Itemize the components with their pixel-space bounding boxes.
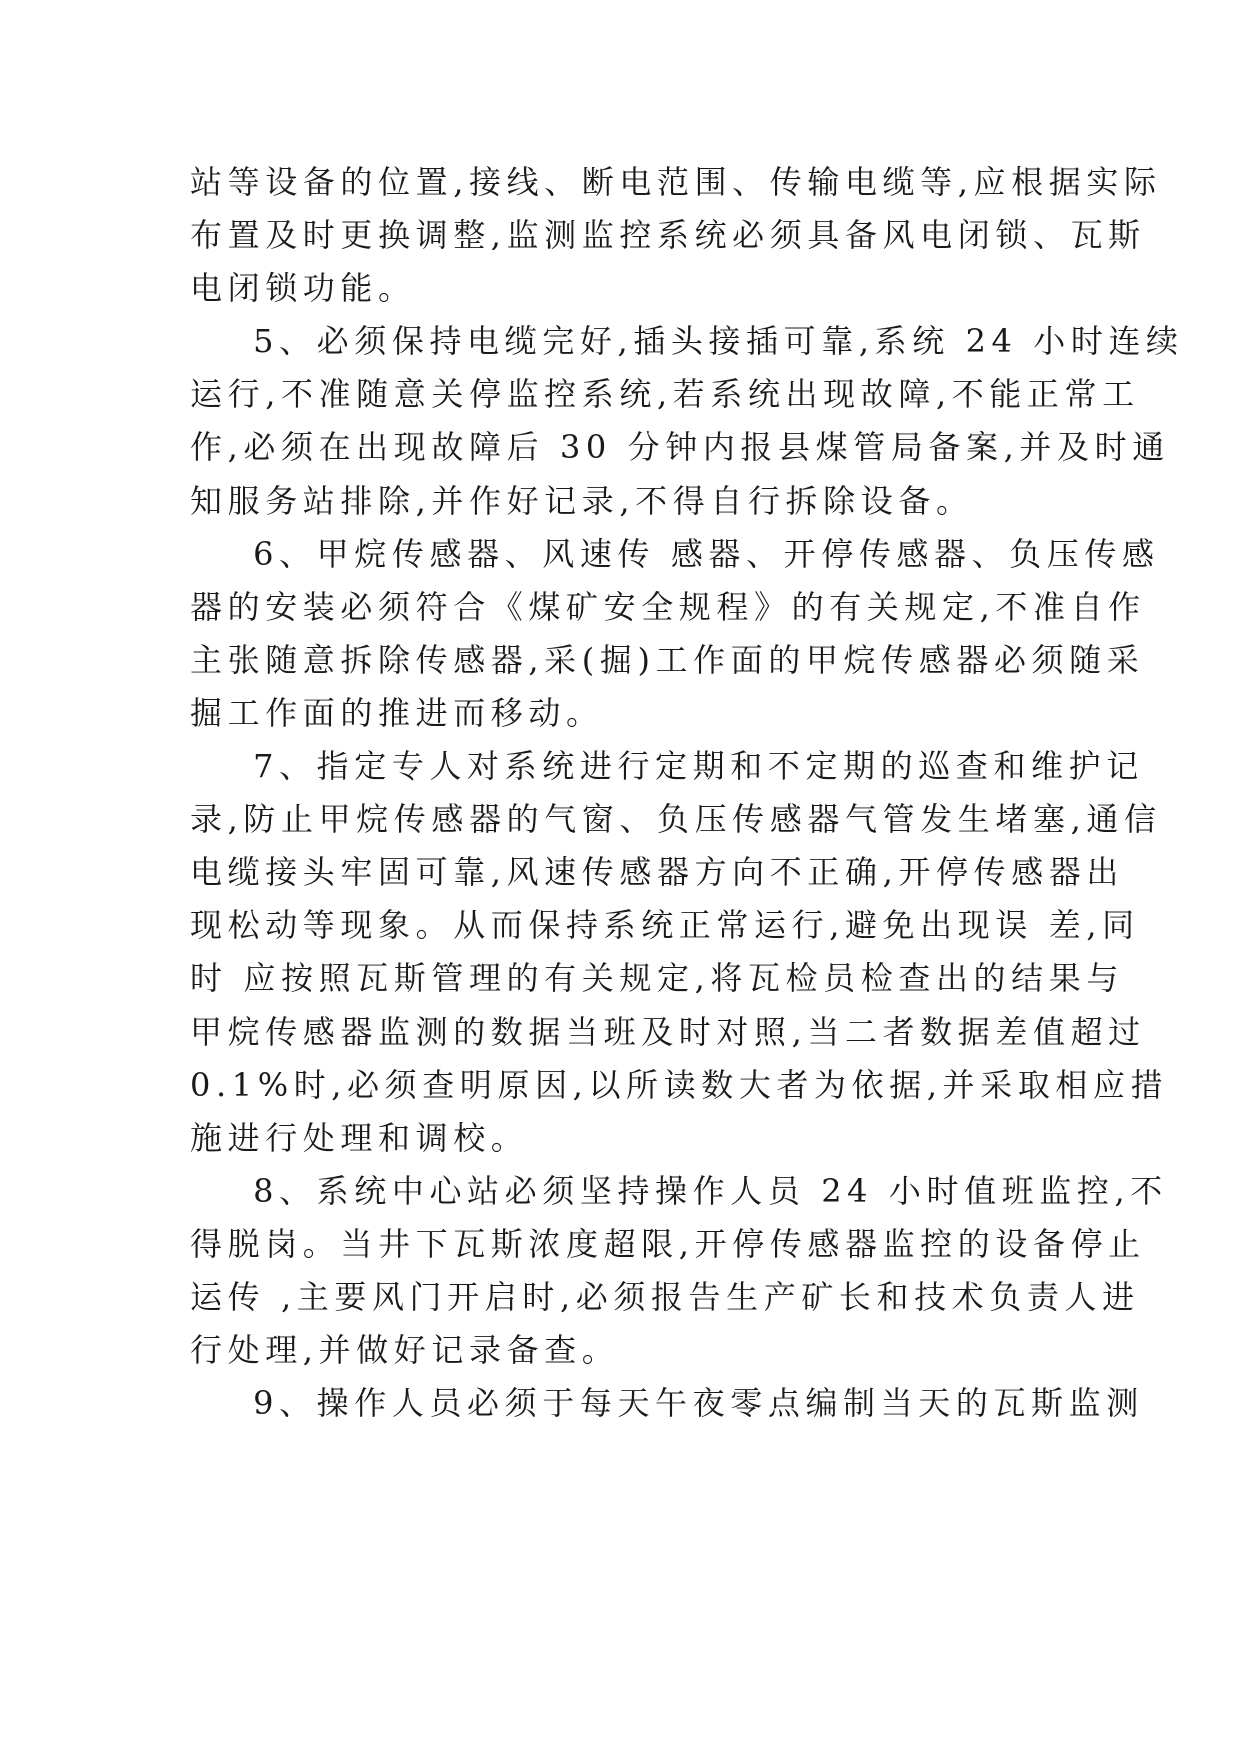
text-line: 8、系统中心站必须坚持操作人员 24 小时值班监控,不 xyxy=(190,1171,1168,1210)
text-line: 现松动等现象。从而保持系统正常运行,避免出现误 差,同 xyxy=(190,906,1140,945)
document-body xyxy=(190,156,1184,1430)
text-line: 行处理,并做好记录备查。 xyxy=(190,1331,620,1370)
text-line: 掘工作面的推进而移动。 xyxy=(190,693,604,732)
text-line: 5、必须保持电缆完好,插头接插可靠,系统 24 小时连续 xyxy=(190,322,1184,361)
text-line: 站等设备的位置,接线、断电范围、传输电缆等,应根据实际 xyxy=(190,163,1162,201)
text-line: 得脱岗。当井下瓦斯浓度超限,开停传感器监控的设备停止 xyxy=(190,1224,1146,1263)
text-line: 作,必须在出现故障后 30 分钟内报县煤管局备案,并及时通 xyxy=(190,428,1170,467)
text-line: 录,防止甲烷传感器的气窗、负压传感器气管发生堵塞,通信 xyxy=(190,800,1162,839)
text-line: 主张随意拆除传感器,采(掘)工作面的甲烷传感器必须随采 xyxy=(190,640,1145,679)
text-line: 运传 ,主要风门开启时,必须报告生产矿长和技术负责人进 xyxy=(190,1277,1140,1316)
text-line: 施进行处理和调校。 xyxy=(190,1118,529,1157)
text-line: 电缆接头牢固可靠,风速传感器方向不正确,开停传感器出 xyxy=(190,853,1124,892)
text-line: 运行,不准随意关停监控系统,若系统出现故障,不能正常工 xyxy=(190,375,1140,414)
text-line: 器的安装必须符合《煤矿安全规程》的有关规定,不准自作 xyxy=(190,587,1146,626)
text-line: 7、指定专人对系统进行定期和不定期的巡查和维护记 xyxy=(190,747,1144,786)
text-line: 9、操作人员必须于每天午夜零点编制当天的瓦斯监测 xyxy=(190,1384,1144,1423)
text-line: 甲烷传感器监测的数据当班及时对照,当二者数据差值超过 xyxy=(190,1012,1146,1051)
text-line: 0.1%时,必须查明原因,以所读数大者为依据,并采取相应措 xyxy=(190,1065,1169,1104)
text-line: 6、甲烷传感器、风速传 感器、开停传感器、负压传感 xyxy=(190,534,1160,573)
text-line: 时 应按照瓦斯管理的有关规定,将瓦检员检查出的结果与 xyxy=(190,959,1124,998)
text-line: 电闭锁功能。 xyxy=(190,269,416,308)
text-line: 布置及时更换调整,监测监控系统必须具备风电闭锁、瓦斯 xyxy=(190,216,1146,255)
text-line: 知服务站排除,并作好记录,不得自行拆除设备。 xyxy=(190,481,974,520)
